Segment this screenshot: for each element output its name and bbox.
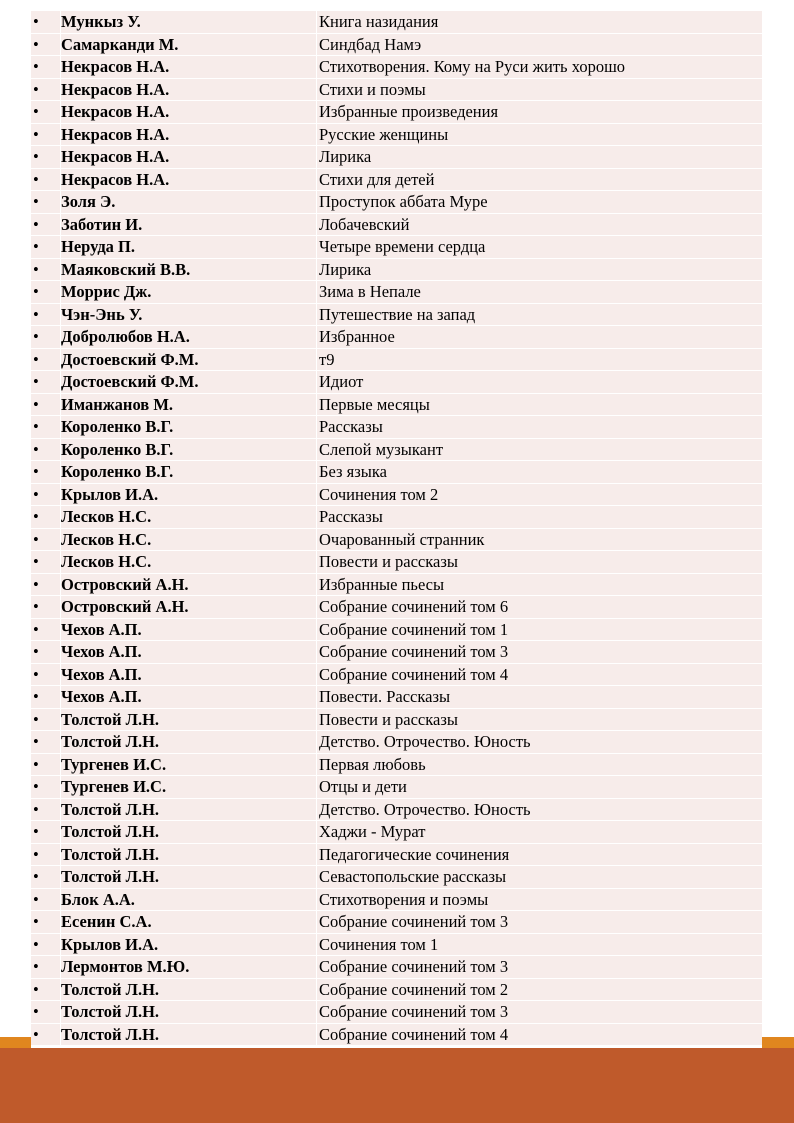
bullet-marker: • [31,844,61,866]
bullet-marker: • [31,416,61,438]
table-row [31,686,762,709]
title-cell: Идиот [319,372,364,391]
author-cell: Крылов И.А. [61,934,317,956]
bullet-marker: • [31,191,61,213]
bullet-marker: • [31,34,61,56]
author-cell: Чехов А.П. [61,686,317,708]
title-cell: Избранные произведения [319,102,499,121]
bullet-marker: • [31,101,61,123]
title-cell: Стихи и поэмы [319,79,426,99]
author-cell: Иманжанов М. [61,394,317,416]
title-cell: Русские женщины [319,124,449,144]
title-cell: Без языка [319,462,387,481]
title-cell: Повести и рассказы [319,552,458,571]
author-cell: Тургенев И.С. [61,754,317,776]
title-cell: Первые месяцы [319,394,430,414]
title-cell: Собрание сочинений том 2 [319,979,509,999]
author-cell: Короленко В.Г. [61,461,317,483]
author-cell: Короленко В.Г. [61,416,317,438]
title-cell: Отцы и дети [319,777,407,796]
table-row [31,1024,762,1047]
author-cell: Моррис Дж. [61,281,317,303]
title-cell: Собрание сочинений том 4 [319,1024,509,1044]
bullet-marker: • [31,821,61,843]
table-row [31,596,762,619]
table-row [31,326,762,349]
bullet-marker: • [31,214,61,236]
table-row [31,416,762,439]
table-row [31,709,762,732]
table-row [31,439,762,462]
table-row [31,79,762,102]
bullet-marker: • [31,551,61,573]
table-row [31,979,762,1002]
bullet-marker: • [31,934,61,956]
author-cell: Блок А.А. [61,889,317,911]
title-cell: Сочинения том 2 [319,484,439,504]
table-row [31,776,762,799]
bullet-marker: • [31,799,61,821]
title-cell: Сочинения том 1 [319,934,439,954]
title-cell: Стихотворения. Кому на Руси жить хорошо [319,57,626,76]
author-cell: Толстой Л.Н. [61,799,317,821]
bullet-marker: • [31,236,61,258]
table-row [31,754,762,777]
bullet-marker: • [31,394,61,416]
table-row [31,56,762,79]
author-cell: Некрасов Н.А. [61,56,317,78]
title-cell: Слепой музыкант [319,439,444,459]
table-row [31,956,762,979]
bullet-marker: • [31,776,61,798]
bullet-marker: • [31,56,61,78]
author-cell: Лесков Н.С. [61,551,317,573]
bullet-marker: • [31,866,61,888]
author-cell: Заботин И. [61,214,317,236]
table-row [31,529,762,552]
table-row [31,236,762,259]
table-row [31,191,762,214]
title-cell: Зима в Непале [319,282,421,301]
footer-accent-right [762,1037,794,1048]
table-row [31,551,762,574]
table-row [31,731,762,754]
table-row [31,214,762,237]
bullet-marker: • [31,911,61,933]
table-row [31,349,762,372]
author-cell: Некрасов Н.А. [61,169,317,191]
author-cell: Чехов А.П. [61,619,317,641]
bullet-marker: • [31,326,61,348]
table-row [31,934,762,957]
author-cell: Толстой Л.Н. [61,979,317,1001]
table-row [31,124,762,147]
author-cell: Толстой Л.Н. [61,1024,317,1046]
bullet-marker: • [31,754,61,776]
footer-accent-left [0,1037,31,1048]
author-cell: Толстой Л.Н. [61,731,317,753]
table-row [31,506,762,529]
table-row [31,484,762,507]
title-cell: Повести. Рассказы [319,687,451,706]
title-cell: Собрание сочинений том 1 [319,619,509,639]
table-row [31,101,762,124]
author-cell: Толстой Л.Н. [61,821,317,843]
title-cell: Собрание сочинений том 3 [319,912,509,931]
title-cell: Лирика [319,147,372,166]
bullet-marker: • [31,79,61,101]
title-cell: Рассказы [319,507,383,526]
author-cell: Толстой Л.Н. [61,844,317,866]
bullet-marker: • [31,169,61,191]
bullet-marker: • [31,281,61,303]
author-cell: Добролюбов Н.А. [61,326,317,348]
bullet-marker: • [31,506,61,528]
bullet-marker: • [31,664,61,686]
author-cell: Маяковский В.В. [61,259,317,281]
bullet-marker: • [31,146,61,168]
bullet-marker: • [31,596,61,618]
bullet-marker: • [31,349,61,371]
title-cell: т9 [319,349,335,369]
author-cell: Золя Э. [61,191,317,213]
table-row [31,641,762,664]
title-cell: Собрание сочинений том 3 [319,1002,509,1021]
table-row [31,169,762,192]
author-cell: Лесков Н.С. [61,529,317,551]
table-row [31,461,762,484]
bullet-marker: • [31,956,61,978]
table-row [31,1001,762,1024]
title-cell: Первая любовь [319,754,426,774]
title-cell: Книга назидания [319,12,439,31]
author-cell: Короленко В.Г. [61,439,317,461]
bullet-marker: • [31,641,61,663]
bullet-marker: • [31,1024,61,1046]
bullet-marker: • [31,979,61,1001]
bullet-marker: • [31,709,61,731]
title-cell: Собрание сочинений том 3 [319,957,509,976]
bullet-marker: • [31,1001,61,1023]
bullet-marker: • [31,304,61,326]
table-row [31,866,762,889]
bullet-marker: • [31,574,61,596]
author-cell: Некрасов Н.А. [61,101,317,123]
title-cell: Детство. Отрочество. Юность [319,799,531,819]
bullet-marker: • [31,439,61,461]
bullet-marker: • [31,889,61,911]
author-cell: Чэн-Энь У. [61,304,317,326]
title-cell: Педагогические сочинения [319,844,510,864]
title-cell: Очарованный странник [319,529,485,549]
title-cell: Детство. Отрочество. Юность [319,732,531,751]
table-row [31,889,762,912]
table-row [31,844,762,867]
table-row [31,34,762,57]
title-cell: Лобачевский [319,214,410,234]
bullet-marker: • [31,484,61,506]
table-row [31,821,762,844]
title-cell: Избранное [319,327,395,346]
author-cell: Лермонтов М.Ю. [61,956,317,978]
title-cell: Синдбад Намэ [319,34,422,54]
bullet-marker: • [31,124,61,146]
table-row [31,799,762,822]
title-cell: Четыре времени сердца [319,237,486,256]
bullet-marker: • [31,619,61,641]
table-row [31,619,762,642]
bullet-marker: • [31,371,61,393]
table-row [31,281,762,304]
author-cell: Неруда П. [61,236,317,258]
author-cell: Есенин С.А. [61,911,317,933]
author-cell: Толстой Л.Н. [61,709,317,731]
author-cell: Толстой Л.Н. [61,866,317,888]
bullet-marker: • [31,529,61,551]
title-cell: Стихи для детей [319,169,435,189]
table-row [31,911,762,934]
bullet-marker: • [31,731,61,753]
author-cell: Достоевский Ф.М. [61,371,317,393]
title-cell: Хаджи - Мурат [319,822,426,841]
title-cell: Стихотворения и поэмы [319,889,489,909]
title-cell: Собрание сочинений том 4 [319,664,509,684]
book-list-table [31,11,762,1046]
title-cell: Рассказы [319,417,383,436]
bullet-marker: • [31,11,61,33]
author-cell: Достоевский Ф.М. [61,349,317,371]
table-row [31,394,762,417]
title-cell: Лирика [319,259,372,279]
bullet-marker: • [31,686,61,708]
title-cell: Севастопольские рассказы [319,867,507,886]
author-cell: Островский А.Н. [61,574,317,596]
title-cell: Путешествие на запад [319,304,476,324]
table-row [31,664,762,687]
author-cell: Некрасов Н.А. [61,124,317,146]
title-cell: Избранные пьесы [319,574,445,594]
table-row [31,146,762,169]
title-cell: Собрание сочинений том 6 [319,597,509,616]
table-row [31,574,762,597]
author-cell: Чехов А.П. [61,641,317,663]
bullet-marker: • [31,461,61,483]
author-cell: Мункыз У. [61,11,317,33]
author-cell: Островский А.Н. [61,596,317,618]
table-row [31,259,762,282]
table-row [31,371,762,394]
bullet-marker: • [31,259,61,281]
title-cell: Собрание сочинений том 3 [319,642,509,661]
title-cell: Повести и рассказы [319,709,458,729]
author-cell: Чехов А.П. [61,664,317,686]
table-row [31,11,762,34]
author-cell: Некрасов Н.А. [61,146,317,168]
title-cell: Проступок аббата Муре [319,192,488,211]
footer-band [0,1048,794,1123]
table-row [31,304,762,327]
author-cell: Тургенев И.С. [61,776,317,798]
author-cell: Крылов И.А. [61,484,317,506]
author-cell: Некрасов Н.А. [61,79,317,101]
author-cell: Толстой Л.Н. [61,1001,317,1023]
author-cell: Лесков Н.С. [61,506,317,528]
author-cell: Самарканди М. [61,34,317,56]
